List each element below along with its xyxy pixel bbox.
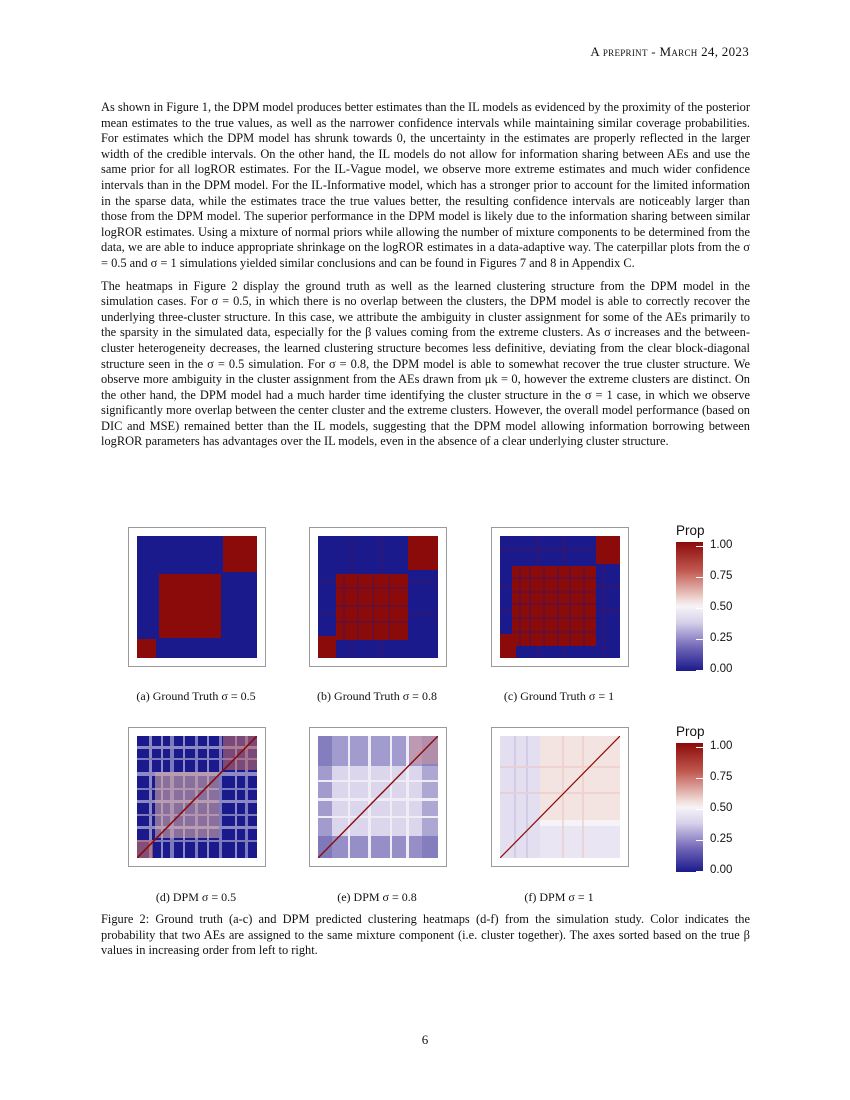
heatmap-dpm-0.8 — [318, 736, 438, 858]
legend-title: Prop — [676, 523, 705, 538]
legend-colorbar — [676, 542, 703, 671]
paragraph-results: As shown in Figure 1, the DPM model produces better estimates than the IL models as evidenced by the proximity of the posterior mean estimates to the true values, as well as the narrower confidence intervals while maintaining similar coverage probabilities. For estimates which the DPM model has shrunk towards 0, the uncertainty in the estimates are properly reflected in the larger width of the credible intervals. On the other hand, the IL models do not allow for information sharing between AEs and use the same prior for all logROR estimates. For the IL-Vague model, we observe more extreme estimates and much wider confidence intervals than in the DPM model. For the IL-Informative model, which has a stronger prior to account for the limited information in the sparse data, while the estimates trace the true values better, the resulting confidence intervals are noticeably larger than those from the DPM model. The superior performance in the DPM model is likely due to the information sharing between similar logROR estimates. Using a mixture of normal priors while allowing the number of mixture components to be determined from the data, we are able to induce appropriate shrinkage on the logROR estimates in a data-adaptive way. The caterpillar plots from the σ = 0.5 and σ = 1 simulations yielded similar conclusions and can be found in Figures 7 and 8 in Appendix C. — [101, 100, 750, 270]
caption-d: (d) DPM σ = 0.5 — [155, 890, 237, 904]
heatmap-panel-d — [128, 727, 266, 867]
paragraph-heatmaps: The heatmaps in Figure 2 display the ground truth as well as the learned clustering structure from the DPM model in the simulation cases. For σ = 0.5, in which there is no overlap between the clusters, the DPM model is able to correctly recover the underlying three-cluster structure. In this case, we attribute the ambiguity in cluster assignment for some of the AEs primarily to the sparsity in the simulated data, especially for the β values coming from the extreme clusters. As σ increases and the between-cluster heterogeneity decreases, the learned clustering structure becomes less definitive, deviating from the clear block-diagonal structure seen in the σ = 0.5 simulation. For σ = 0.8, the DPM model is able to somewhat recover the true cluster structure. We observe more ambiguity in the cluster assignment from the AEs drawn from μk = 0, however the extreme clusters are distinct. On the other hand, the DPM model had a much harder time identifying the cluster structure in the σ = 1 case, in which we observe significantly more overlap between the center cluster and the extreme clusters. However, the overall model performance (based on DIC and MSE) remained better than the IL models, suggesting that the DPM model allowing information borrowing between logROR parameters has advantages over the IL models, even in the absence of a clear underlying cluster structure. — [101, 278, 750, 449]
legend-top — [676, 523, 756, 683]
legend-tick: 0.25 — [710, 833, 733, 845]
legend-tick: 0.25 — [710, 632, 733, 644]
heatmap-ground-truth-0.5 — [137, 536, 257, 658]
legend-tick: 0.75 — [710, 570, 733, 582]
body-text — [101, 100, 750, 457]
caption-b: (b) Ground Truth σ = 0.8 — [317, 689, 437, 703]
heatmap-ground-truth-1 — [500, 536, 620, 658]
running-header — [590, 44, 749, 60]
caption-f: (f) DPM σ = 1 — [524, 890, 594, 904]
legend-tick: 1.00 — [710, 740, 733, 752]
legend-tick: 0.50 — [710, 802, 733, 814]
legend-bottom — [676, 724, 756, 884]
header-left: A preprint — [590, 44, 648, 59]
figure-caption: Figure 2: Ground truth (a-c) and DPM predicted clustering heatmaps (d-f) from the simulation study. Color indicates the probability that two AEs are assigned to the same mixture component (i.e. cluster together). The axes sorted based on the true β values in increasing order from left to right. — [101, 912, 750, 958]
legend-tick: 1.00 — [710, 539, 733, 551]
heatmap-panel-f — [491, 727, 629, 867]
heatmap-panel-b — [309, 527, 447, 667]
page-number: 6 — [421, 1032, 429, 1047]
legend-tick: 0.50 — [710, 601, 733, 613]
header-separator: - — [647, 44, 660, 59]
legend-tick: 0.75 — [710, 771, 733, 783]
caption-e: (e) DPM σ = 0.8 — [337, 890, 417, 904]
heatmap-panel-c — [491, 527, 629, 667]
legend-tick: 0.00 — [710, 663, 733, 675]
legend-tick: 0.00 — [710, 864, 733, 876]
legend-colorbar — [676, 743, 703, 872]
heatmap-panel-a — [128, 527, 266, 667]
caption-c: (c) Ground Truth σ = 1 — [503, 689, 615, 703]
legend-title: Prop — [676, 724, 705, 739]
caption-a: (a) Ground Truth σ = 0.5 — [136, 689, 256, 703]
heatmap-panel-e — [309, 727, 447, 867]
heatmap-dpm-0.5 — [137, 736, 257, 858]
heatmap-dpm-1 — [500, 736, 620, 858]
header-date: March 24, 2023 — [659, 44, 749, 59]
heatmap-ground-truth-0.8 — [318, 536, 438, 658]
